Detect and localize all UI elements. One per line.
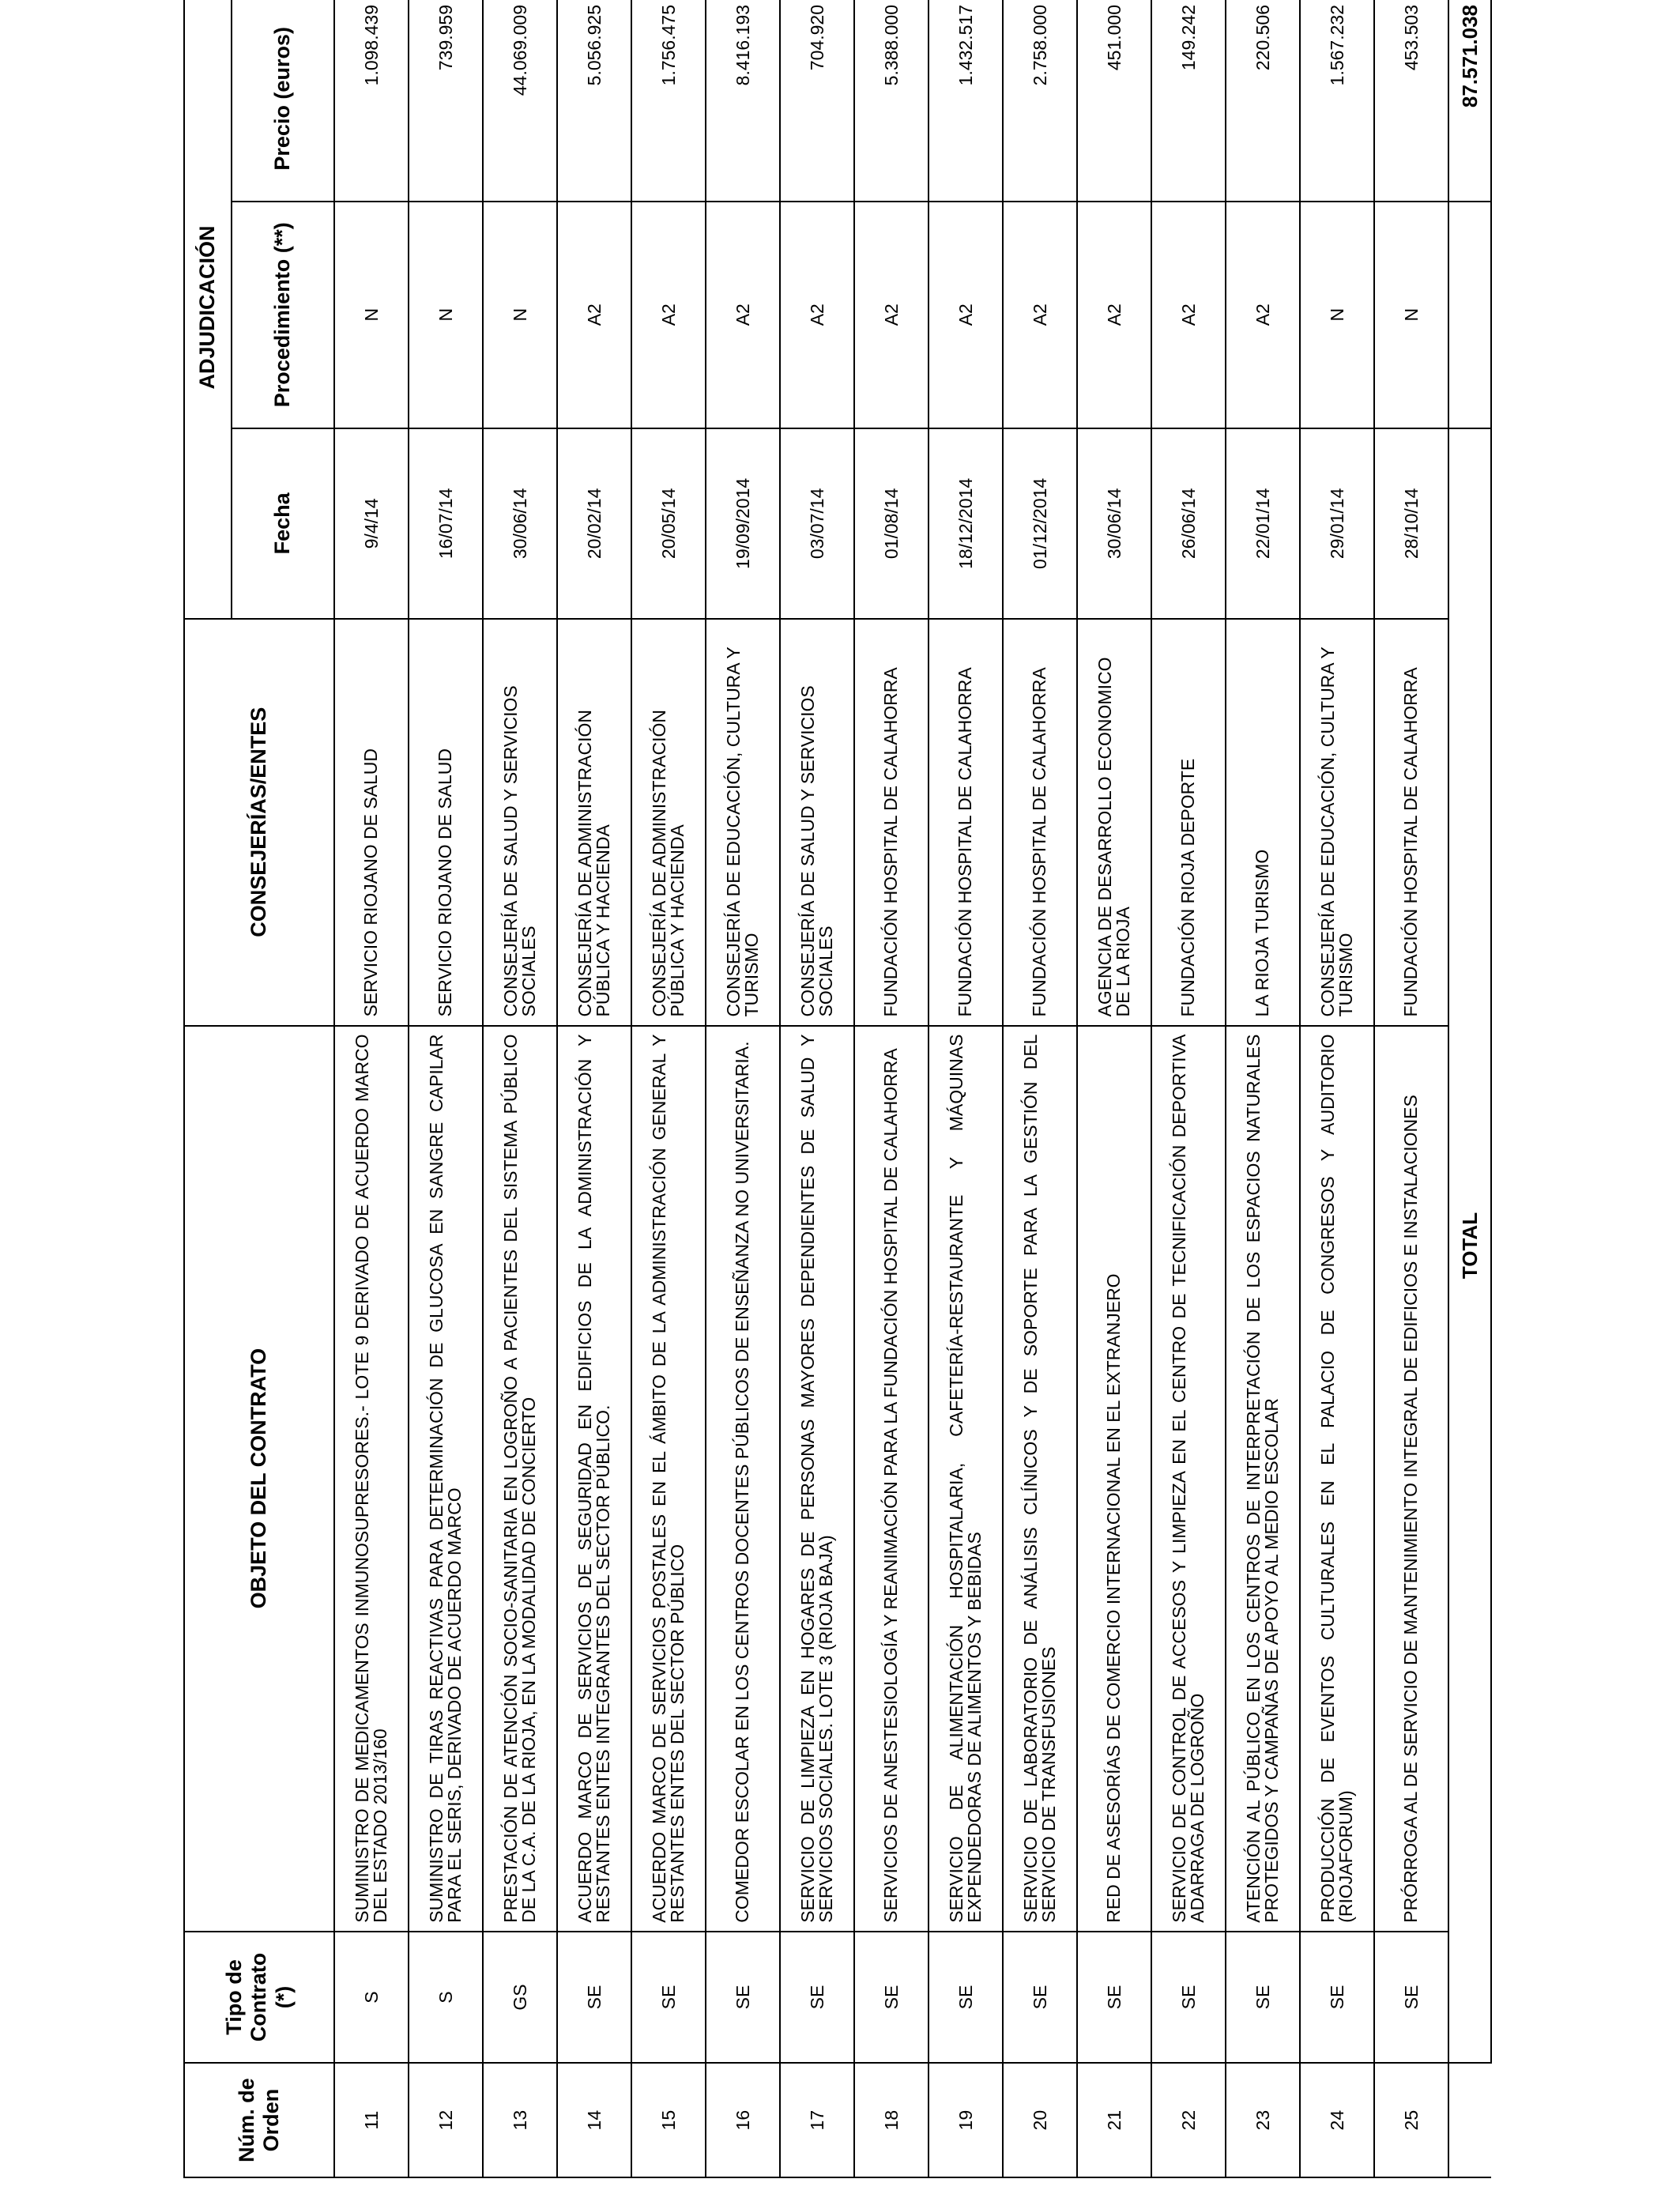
order-number: 24 (1300, 2063, 1374, 2177)
entity: CONSEJERÍA DE SALUD Y SERVICIOS SOCIALES (780, 619, 854, 1026)
award-date: 30/06/14 (483, 428, 557, 619)
award-date: 18/12/2014 (929, 428, 1003, 619)
award-price: 2.758.000 (1003, 0, 1077, 202)
contract-object: COMEDOR ESCOLAR EN LOS CENTROS DOCENTES PÚBLICOS DE ENSEÑANZA NO UNIVERSITARIA. (706, 1026, 780, 1932)
award-procedure: N (483, 202, 557, 428)
table-row (1151, 0, 1226, 2177)
award-procedure: A2 (557, 202, 631, 428)
entity: FUNDACIÓN HOSPITAL DE CALAHORRA (1374, 619, 1448, 1026)
contract-object: SERVICIO DE CONTROL DE ACCESOS Y LIMPIEZA EN EL CENTRO DE TECNIFICACIÓN DEPORTIVA ADARRAGA DE LOGROÑO (1151, 1026, 1226, 1932)
award-procedure: A2 (1151, 202, 1226, 428)
contract-type: SE (1077, 1932, 1151, 2064)
contract-type: SE (1226, 1932, 1300, 2064)
total-label: TOTAL (1448, 428, 1491, 2064)
award-price: 8.416.193 (706, 0, 780, 202)
award-date: 20/02/14 (557, 428, 631, 619)
entity: CONSEJERÍA DE ADMINISTRACIÓN PÚBLICA Y HACIENDA (557, 619, 631, 1026)
award-date: 16/07/14 (409, 428, 483, 619)
order-number: 13 (483, 2063, 557, 2177)
award-date: 03/07/14 (780, 428, 854, 619)
award-date: 29/01/14 (1300, 428, 1374, 619)
contract-type: SE (1300, 1932, 1374, 2064)
contract-object: SUMINISTRO DE MEDICAMENTOS INMUNOSUPRESORES.- LOTE 9 DERIVADO DE ACUERDO MARCO DEL ESTADO 2013/160 (334, 1026, 409, 1932)
contract-object: ATENCIÓN AL PÚBLICO EN LOS CENTROS DE INTERPRETACIÓN DE LOS ESPACIOS NATURALES PROTEGIDOS Y CAMPAÑAS DE APOYO AL MEDIO ESCOLAR (1226, 1026, 1300, 1932)
order-number: 11 (334, 2063, 409, 2177)
entity: LA RIOJA TURISMO (1226, 619, 1300, 1026)
award-date: 19/09/2014 (706, 428, 780, 619)
contract-object: SERVICIO DE ALIMENTACIÓN HOSPITALARIA, CAFETERÍA-RESTAURANTE Y MÁQUINAS EXPENDEDORAS DE ALIMENTOS Y BEBIDAS (929, 1026, 1003, 1932)
award-price: 220.506 (1226, 0, 1300, 202)
award-price: 5.388.000 (854, 0, 929, 202)
award-price: 149.242 (1151, 0, 1226, 202)
contract-object: SUMINISTRO DE TIRAS REACTIVAS PARA DETERMINACIÓN DE GLUCOSA EN SANGRE CAPILAR PARA EL SERIS, DERIVADO DE ACUERDO MARCO (409, 1026, 483, 1932)
contract-object: SERVICIOS DE ANESTESIOLOGÍA Y REANIMACIÓN PARA LA FUNDACIÓN HOSPITAL DE CALAHORRA (854, 1026, 929, 1932)
contract-type: SE (1374, 1932, 1448, 2064)
contract-type: GS (483, 1932, 557, 2064)
header-fecha: Fecha (232, 428, 334, 619)
order-number: 23 (1226, 2063, 1300, 2177)
order-number: 25 (1374, 2063, 1448, 2177)
award-procedure: N (334, 202, 409, 428)
order-number: 12 (409, 2063, 483, 2177)
award-price: 44.069.009 (483, 0, 557, 202)
award-procedure: A2 (929, 202, 1003, 428)
award-price: 1.098.439 (334, 0, 409, 202)
award-price: 5.056.925 (557, 0, 631, 202)
award-procedure: A2 (631, 202, 706, 428)
award-date: 01/08/14 (854, 428, 929, 619)
table-row (1077, 0, 1151, 2177)
table-row (1300, 0, 1374, 2177)
award-price: 739.959 (409, 0, 483, 202)
contract-object: PRESTACIÓN DE ATENCIÓN SOCIO-SANITARIA EN LOGROÑO A PACIENTES DEL SISTEMA PÚBLICO DE LA C.A. DE LA RIOJA, EN LA MODALIDAD DE CONCIERTO (483, 1026, 557, 1932)
table-row (631, 0, 706, 2177)
entity: FUNDACIÓN HOSPITAL DE CALAHORRA (929, 619, 1003, 1026)
award-procedure: A2 (1003, 202, 1077, 428)
table-row (557, 0, 631, 2177)
contracts-table (183, 0, 1492, 2178)
entity: SERVICIO RIOJANO DE SALUD (334, 619, 409, 1026)
order-number: 20 (1003, 2063, 1077, 2177)
award-price: 1.756.475 (631, 0, 706, 202)
contract-object: SERVICIO DE LABORATORIO DE ANÁLISIS CLÍNICOS Y DE SOPORTE PARA LA GESTIÓN DEL SERVICIO DE TRANSFUSIONES (1003, 1026, 1077, 1932)
order-number: 15 (631, 2063, 706, 2177)
award-procedure: A2 (854, 202, 929, 428)
award-date: 30/06/14 (1077, 428, 1151, 619)
entity: FUNDACIÓN RIOJA DEPORTE (1151, 619, 1226, 1026)
order-number: 19 (929, 2063, 1003, 2177)
award-procedure: N (409, 202, 483, 428)
contract-object: PRODUCCIÓN DE EVENTOS CULTURALES EN EL PALACIO DE CONGRESOS Y AUDITORIO (RIOJAFORUM) (1300, 1026, 1374, 1932)
header-num: Núm. de Orden (184, 2063, 334, 2177)
entity: CONSEJERÍA DE EDUCACIÓN, CULTURA Y TURISMO (1300, 619, 1374, 1026)
contract-type: S (409, 1932, 483, 2064)
table-row (780, 0, 854, 2177)
award-price: 1.432.517 (929, 0, 1003, 202)
total-row (1448, 0, 1491, 2177)
award-date: 28/10/14 (1374, 428, 1448, 619)
award-date: 22/01/14 (1226, 428, 1300, 619)
award-procedure: A2 (1226, 202, 1300, 428)
header-entes: CONSEJERÍAS/ENTES (184, 619, 334, 1026)
table-row (929, 0, 1003, 2177)
table-row (334, 0, 409, 2177)
entity: CONSEJERÍA DE EDUCACIÓN, CULTURA Y TURISMO (706, 619, 780, 1026)
contract-object: PRÓRROGA AL DE SERVICIO DE MANTENIMIENTO INTEGRAL DE EDIFICIOS E INSTALACIONES (1374, 1026, 1448, 1932)
award-procedure: N (1374, 202, 1448, 428)
entity: SERVICIO RIOJANO DE SALUD (409, 619, 483, 1026)
contract-type: SE (706, 1932, 780, 2064)
table-body (334, 0, 1448, 2177)
order-number: 14 (557, 2063, 631, 2177)
award-date: 20/05/14 (631, 428, 706, 619)
total-blank-2 (1448, 202, 1491, 428)
order-number: 16 (706, 2063, 780, 2177)
table-row (706, 0, 780, 2177)
header-precio: Precio (euros) (232, 0, 334, 202)
award-price: 1.567.232 (1300, 0, 1374, 202)
table-row (1226, 0, 1300, 2177)
order-number: 22 (1151, 2063, 1226, 2177)
table-row (1003, 0, 1077, 2177)
award-date: 9/4/14 (334, 428, 409, 619)
contract-object: SERVICIO DE LIMPIEZA EN HOGARES DE PERSONAS MAYORES DEPENDIENTES DE SALUD Y SERVICIOS SOCIALES. LOTE 3 (RIOJA BAJA) (780, 1026, 854, 1932)
table-row (483, 0, 557, 2177)
award-procedure: A2 (1077, 202, 1151, 428)
contract-object: ACUERDO MARCO DE SERVICIOS POSTALES EN EL ÁMBITO DE LA ADMINISTRACIÓN GENERAL Y RESTANTES ENTES DEL SECTOR PÚBLICO (631, 1026, 706, 1932)
award-procedure: N (1300, 202, 1374, 428)
award-price: 704.920 (780, 0, 854, 202)
contract-object: RED DE ASESORÍAS DE COMERCIO INTERNACIONAL EN EL EXTRANJERO (1077, 1026, 1151, 1932)
header-procedimiento: Procedimiento (**) (232, 202, 334, 428)
order-number: 21 (1077, 2063, 1151, 2177)
total-value: 87.571.038 (1448, 0, 1491, 202)
contract-type: SE (780, 1932, 854, 2064)
entity: AGENCIA DE DESARROLLO ECONOMICO DE LA RIOJA (1077, 619, 1151, 1026)
contract-type: SE (1003, 1932, 1077, 2064)
table-row (1374, 0, 1448, 2177)
header-tipo: Tipo de Contrato (*) (184, 1932, 334, 2064)
contract-object: ACUERDO MARCO DE SERVICIOS DE SEGURIDAD EN EDIFICIOS DE LA ADMINISTRACIÓN Y RESTANTES ENTES INTEGRANTES DEL SECTOR PÚBLICO. (557, 1026, 631, 1932)
header-adjudicacion: ADJUDICACIÓN (184, 0, 232, 619)
award-price: 451.000 (1077, 0, 1151, 202)
contract-type: SE (854, 1932, 929, 2064)
contract-type: SE (1151, 1932, 1226, 2064)
contract-type: SE (557, 1932, 631, 2064)
award-date: 26/06/14 (1151, 428, 1226, 619)
header-objeto: OBJETO DEL CONTRATO (184, 1026, 334, 1932)
entity: FUNDACIÓN HOSPITAL DE CALAHORRA (854, 619, 929, 1026)
contract-type: SE (929, 1932, 1003, 2064)
total-blank-1 (1448, 2063, 1491, 2177)
entity: CONSEJERÍA DE SALUD Y SERVICIOS SOCIALES (483, 619, 557, 1026)
award-procedure: A2 (706, 202, 780, 428)
contract-type: SE (631, 1932, 706, 2064)
award-price: 453.503 (1374, 0, 1448, 202)
entity: CONSEJERÍA DE ADMINISTRACIÓN PÚBLICA Y HACIENDA (631, 619, 706, 1026)
contract-type: S (334, 1932, 409, 2064)
table-row (409, 0, 483, 2177)
table-row (854, 0, 929, 2177)
entity: FUNDACIÓN HOSPITAL DE CALAHORRA (1003, 619, 1077, 1026)
award-procedure: A2 (780, 202, 854, 428)
award-date: 01/12/2014 (1003, 428, 1077, 619)
order-number: 17 (780, 2063, 854, 2177)
order-number: 18 (854, 2063, 929, 2177)
